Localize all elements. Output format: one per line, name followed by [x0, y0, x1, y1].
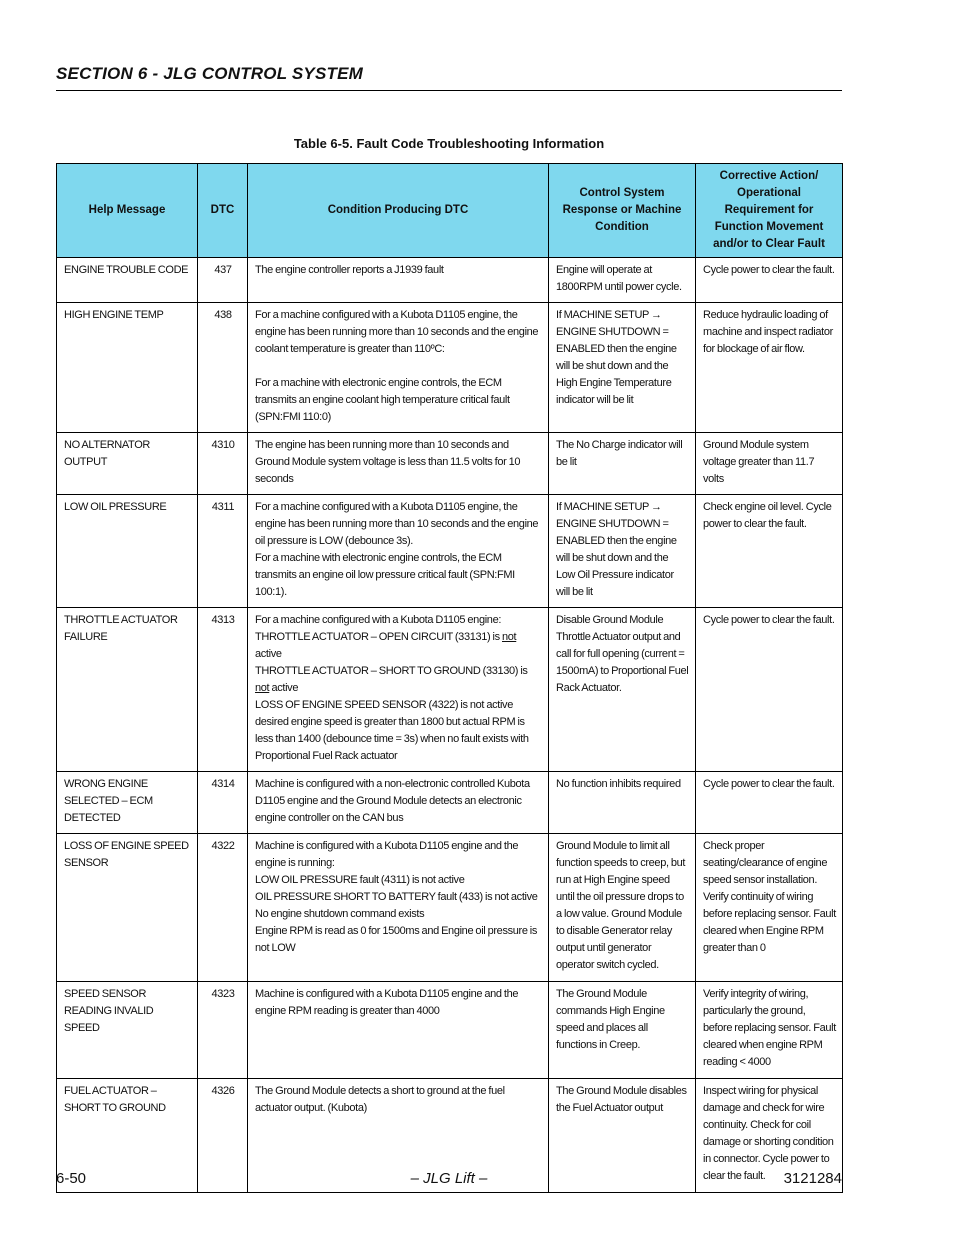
help-message: NO ALTERNATOR OUTPUT — [57, 433, 198, 495]
condition-spacer — [255, 358, 542, 375]
table-row — [57, 495, 843, 608]
help-message: LOSS OF ENGINE SPEED SENSOR — [57, 834, 198, 982]
condition-line: LOSS OF ENGINE SPEED SENSOR (4322) is not active — [255, 699, 513, 711]
condition-line: For a machine with electronic engine controls, the ECM transmits an engine oil low pressure critical fault (SPN:FMI 100:1). — [255, 552, 515, 598]
dtc-code: 4310 — [198, 433, 248, 495]
condition-line: Engine RPM is read as 0 for 1500ms and Engine oil pressure is not LOW — [255, 925, 538, 954]
header-condition: Condition Producing DTC — [248, 164, 549, 258]
table-header-row — [57, 164, 843, 258]
dtc-code: 4323 — [198, 982, 248, 1079]
dtc-code: 4322 — [198, 834, 248, 982]
help-message: HIGH ENGINE TEMP — [57, 303, 198, 433]
response: If MACHINE SETUP → ENGINE SHUTDOWN = ENABLED then the engine will be shut down and the Low Oil Pressure indicator will be lit — [549, 495, 696, 608]
condition — [248, 834, 549, 982]
dtc-code: 4326 — [198, 1079, 248, 1193]
footer-brand: – JLG Lift – — [410, 1170, 488, 1187]
corrective-action: Cycle power to clear the fault. — [696, 608, 843, 772]
response: The No Charge indicator will be lit — [549, 433, 696, 495]
condition-line: OIL PRESSURE SHORT TO BATTERY fault (433) is not active — [255, 891, 538, 903]
header-dtc: DTC — [198, 164, 248, 258]
condition-line: desired engine speed is greater than 1800 but actual RPM is less than 1400 (debounce time = 3s) when no fault exists with Proportional Fuel Rack actuator — [255, 716, 529, 762]
help-message: THROTTLE ACTUATOR FAILURE — [57, 608, 198, 772]
help-message: SPEED SENSOR READING INVALID SPEED — [57, 982, 198, 1079]
help-message: ENGINE TROUBLE CODE — [57, 258, 198, 303]
dtc-code: 4313 — [198, 608, 248, 772]
table-title: Table 6-5. Fault Code Troubleshooting Information — [293, 136, 605, 151]
response: Engine will operate at 1800RPM until power cycle. — [549, 258, 696, 303]
table-row — [57, 772, 843, 834]
condition — [248, 433, 549, 495]
condition-line: The engine has been running more than 10 seconds and Ground Module system voltage is less than 11.5 volts for 10 seconds — [255, 439, 521, 485]
response: The Ground Module disables the Fuel Actuator output — [549, 1079, 696, 1193]
header-rule — [56, 90, 842, 91]
condition-line: For a machine configured with a Kubota D1105 engine: — [255, 614, 502, 626]
corrective-action: Inspect wiring for physical damage and check for wire continuity. Check for coil damage or shorting condition in connector. Cycle power to clear the fault. — [696, 1079, 843, 1193]
condition-line: Machine is configured with a Kubota D1105 engine and the engine RPM reading is greater than 4000 — [255, 988, 519, 1017]
corrective-action: Check engine oil level. Cycle power to clear the fault. — [696, 495, 843, 608]
condition-line: THROTTLE ACTUATOR – OPEN CIRCUIT (33131) is not active — [255, 631, 517, 660]
header-corrective-action: Corrective Action/ Operational Requirement for Function Movement and/or to Clear Fault — [696, 164, 843, 258]
response: The Ground Module commands High Engine speed and places all functions in Creep. — [549, 982, 696, 1079]
corrective-action: Ground Module system voltage greater than 11.7 volts — [696, 433, 843, 495]
corrective-action: Reduce hydraulic loading of machine and inspect radiator for blockage of air flow. — [696, 303, 843, 433]
condition-line: Machine is configured with a non-electronic controlled Kubota D1105 engine and the Ground Module detects an electronic engine controller on the CAN bus — [255, 778, 530, 824]
dtc-code: 4314 — [198, 772, 248, 834]
condition-line: The engine controller reports a J1939 fault — [255, 264, 444, 276]
condition — [248, 303, 549, 433]
response: No function inhibits required — [549, 772, 696, 834]
response: Ground Module to limit all function speeds to creep, but run at High Engine speed until the oil pressure drops to a low value. Ground Module to disable Generator relay output until generator operator switch cycled. — [549, 834, 696, 982]
condition — [248, 495, 549, 608]
table-row — [57, 303, 843, 433]
help-message: WRONG ENGINE SELECTED – ECM DETECTED — [57, 772, 198, 834]
table-row — [57, 608, 843, 772]
section-title: SECTION 6 - JLG CONTROL SYSTEM — [56, 64, 363, 83]
response: Disable Ground Module Throttle Actuator output and call for full opening (current = 1500mA) to Proportional Fuel Rack Actuator. — [549, 608, 696, 772]
condition-line: No engine shutdown command exists — [255, 908, 425, 920]
condition — [248, 608, 549, 772]
condition-line: LOW OIL PRESSURE fault (4311) is not active — [255, 874, 465, 886]
dtc-code: 4311 — [198, 495, 248, 608]
help-message: LOW OIL PRESSURE — [57, 495, 198, 608]
condition-line: For a machine configured with a Kubota D1105 engine, the engine has been running more than 10 seconds and the engine coolant temperature is greater than 110ºC: — [255, 309, 539, 355]
page-number: 6-50 — [56, 1170, 87, 1187]
dtc-code: 437 — [198, 258, 248, 303]
condition-line: THROTTLE ACTUATOR – SHORT TO GROUND (33130) is not active — [255, 665, 528, 694]
condition — [248, 982, 549, 1079]
condition-line: The Ground Module detects a short to ground at the fuel actuator output. (Kubota) — [255, 1085, 505, 1114]
document-number: 3121284 — [783, 1170, 842, 1187]
condition-line: For a machine configured with a Kubota D1105 engine, the engine has been running more than 10 seconds and the engine oil pressure is LOW (debounce 3s). — [255, 501, 539, 547]
response: If MACHINE SETUP → ENGINE SHUTDOWN = ENABLED then the engine will be shut down and the High Engine Temperature indicator will be lit — [549, 303, 696, 433]
dtc-code: 438 — [198, 303, 248, 433]
corrective-action: Cycle power to clear the fault. — [696, 258, 843, 303]
corrective-action: Cycle power to clear the fault. — [696, 772, 843, 834]
table-row — [57, 433, 843, 495]
condition-line: For a machine with electronic engine controls, the ECM transmits an engine coolant high temperature critical fault (SPN:FMI 110:0) — [255, 377, 510, 423]
table-row — [57, 834, 843, 982]
corrective-action: Verify integrity of wiring, particularly the ground, before replacing sensor. Fault cleared when engine RPM reading < 4000 — [696, 982, 843, 1079]
header-help-message: Help Message — [57, 164, 198, 258]
corrective-action: Check proper seating/clearance of engine speed sensor installation. Verify continuity of wiring before replacing sensor. Fault cleared when Engine RPM greater than 0 — [696, 834, 843, 982]
fault-code-table — [56, 163, 843, 1193]
table-row — [57, 982, 843, 1079]
table-row — [57, 258, 843, 303]
condition — [248, 772, 549, 834]
condition — [248, 258, 549, 303]
help-message: FUEL ACTUATOR – SHORT TO GROUND — [57, 1079, 198, 1193]
condition-line: Machine is configured with a Kubota D1105 engine and the engine is running: — [255, 840, 519, 869]
header-response: Control System Response or Machine Condition — [549, 164, 696, 258]
